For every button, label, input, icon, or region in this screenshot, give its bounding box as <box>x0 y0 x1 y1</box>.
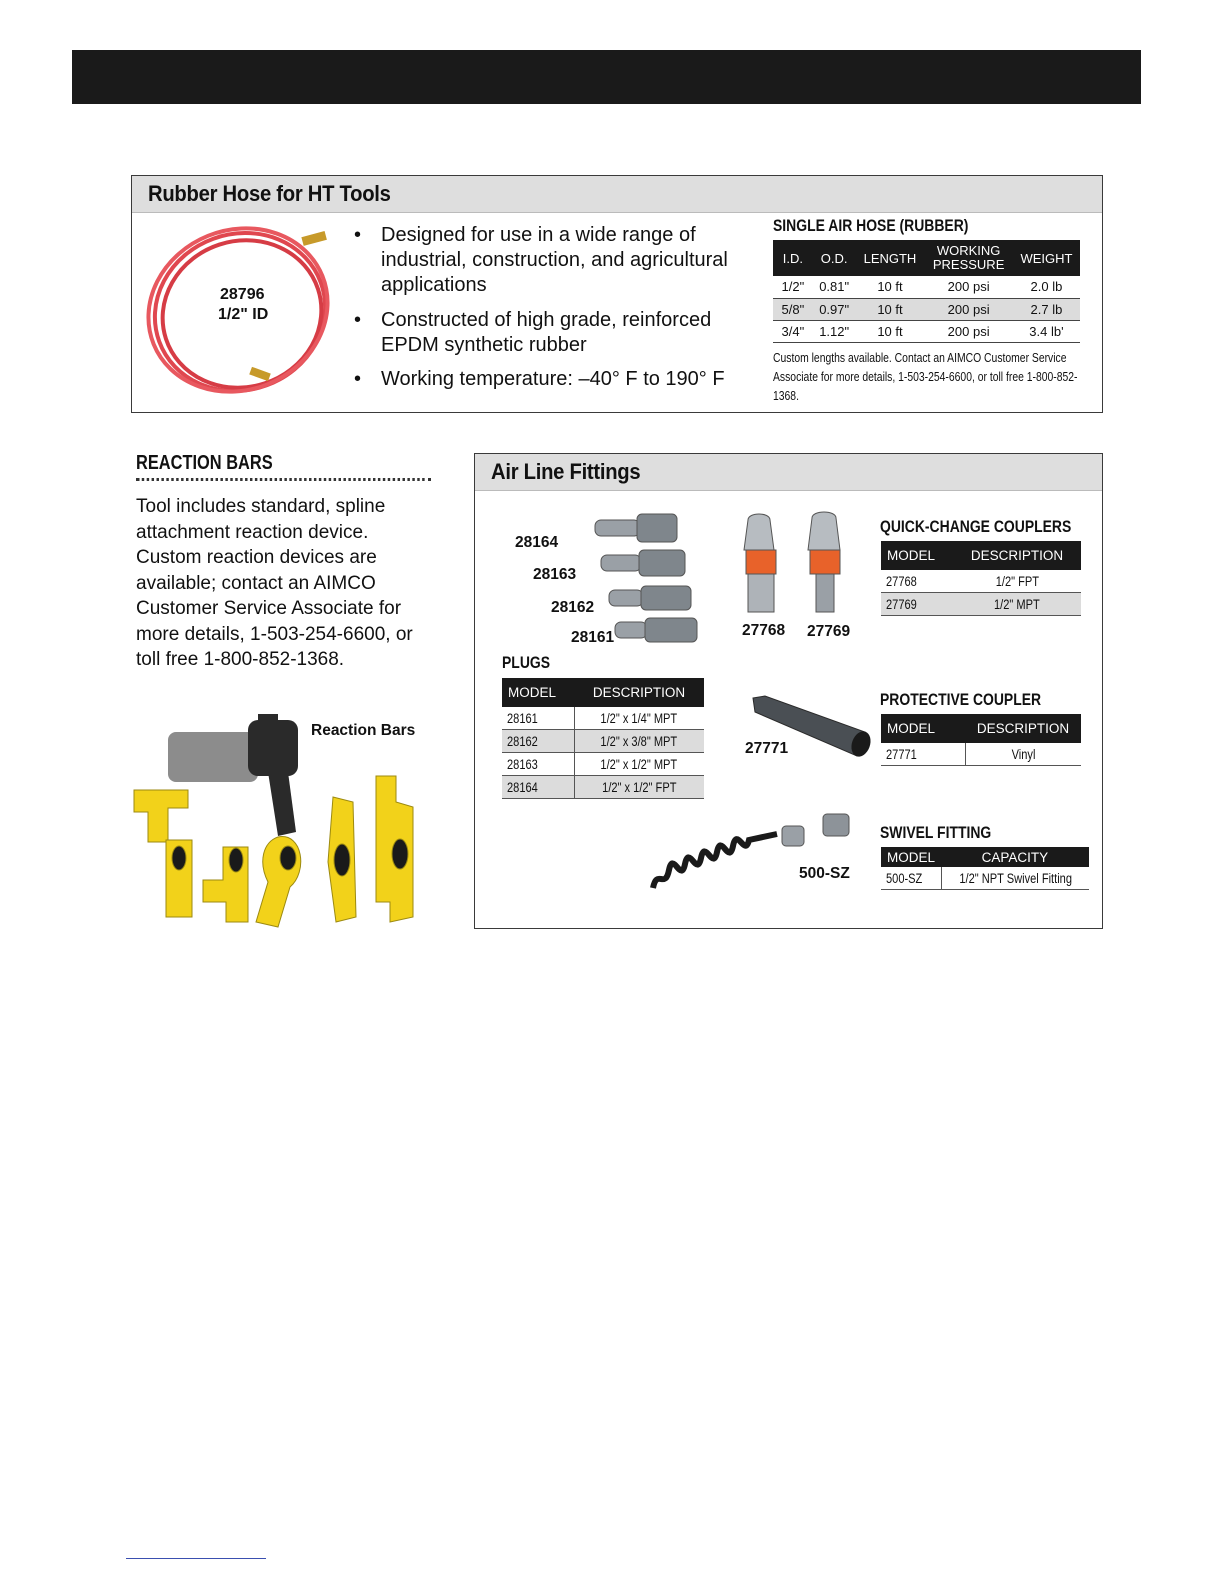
quick-change-title: QUICK-CHANGE COUPLERS <box>880 517 1072 536</box>
table-row: 27771 Vinyl <box>881 743 1081 766</box>
hose-size-label: 1/2" ID <box>218 306 269 323</box>
protective-title: PROTECTIVE COUPLER <box>880 690 1042 709</box>
table-row: 28161 1/2" x 1/4" MPT <box>502 707 704 730</box>
col-header: WEIGHT <box>1013 240 1080 276</box>
swivel-title: SWIVEL FITTING <box>880 823 992 842</box>
plug-label-28164: 28164 <box>515 534 559 551</box>
spec-table-title: SINGLE AIR HOSE (RUBBER) <box>773 216 969 235</box>
col-header: I.D. <box>773 240 813 276</box>
table-row: 1/2" 0.81" 10 ft 200 psi 2.0 lb <box>773 276 1080 298</box>
hose-model-label: 28796 <box>220 286 265 303</box>
swivel-label-500sz: 500-SZ <box>799 865 850 882</box>
plugs-title: PLUGS <box>502 653 551 672</box>
swivel-table: MODEL CAPACITY 500-SZ 1/2" NPT Swivel Fitting <box>881 847 1089 890</box>
plugs-table: MODEL DESCRIPTION 28161 1/2" x 1/4" MPT 28162 1/2" x 3/8" MPT 28163 1/2" x 1/2" MPT 28164 1/2" x 1/2" FPT <box>502 678 704 799</box>
reaction-bars-image <box>128 712 428 940</box>
header-bar <box>72 50 1141 104</box>
reaction-bars-body: Tool includes standard, spline attachment reaction device. Custom reaction devices are available; contact an AIMCO Customer Service Associate for more details, 1-503-254-6600, or toll free 1-800-852-1368. <box>136 496 413 670</box>
hose-spec-table <box>773 240 1080 343</box>
table-row: 500-SZ 1/2" NPT Swivel Fitting <box>881 867 1089 890</box>
table-row: 27769 1/2" MPT <box>881 593 1081 616</box>
table-row: 28162 1/2" x 3/8" MPT <box>502 730 704 753</box>
protective-label-27771: 27771 <box>745 740 789 757</box>
plug-label-28162: 28162 <box>551 599 595 616</box>
spec-note: Custom lengths available. Contact an AIMCO Customer Service Associate for more details, 1-503-254-6600, or toll free 1-800-852-1368. <box>773 351 1078 403</box>
air-line-fittings-panel <box>474 453 1103 929</box>
quick-change-table: MODEL DESCRIPTION 27768 1/2" FPT 27769 1/2" MPT <box>881 541 1081 616</box>
plug-label-28163: 28163 <box>533 566 577 583</box>
col-header: LENGTH <box>856 240 925 276</box>
coupler-label-27769: 27769 <box>807 623 851 640</box>
table-row: 5/8" 0.97" 10 ft 200 psi 2.7 lb <box>773 298 1080 320</box>
table-row: 28163 1/2" x 1/2" MPT <box>502 753 704 776</box>
table-row: 28164 1/2" x 1/2" FPT <box>502 776 704 799</box>
protective-table: MODEL DESCRIPTION 27771 Vinyl <box>881 714 1081 766</box>
reaction-bars-heading: REACTION BARS <box>136 452 431 481</box>
table-row: 3/4" 1.12" 10 ft 200 psi 3.4 lb' <box>773 320 1080 342</box>
col-header: O.D. <box>813 240 856 276</box>
col-header: WORKING PRESSURE <box>924 240 1013 276</box>
panel-header <box>132 176 1102 213</box>
coupler-label-27768: 27768 <box>742 622 786 639</box>
table-row: 27768 1/2" FPT <box>881 570 1081 593</box>
quick-change-couplers-image <box>740 510 870 622</box>
footer-link[interactable] <box>126 1558 266 1559</box>
panel-title: Air Line Fittings <box>491 459 641 484</box>
reaction-bars-image-label: Reaction Bars <box>311 722 416 739</box>
rubber-hose-panel: Rubber Hose for HT Tools 28796 1/2" ID • Designed for use in a wide range of industrial, construction, and agricultural applications • Constructed of high grade, reinforced EPDM synthetic rubber • Working temperature: –40° F to 190° F SINGLE AIR HOSE (RUBBER) I.D. O.D. LENGTH WORKING PRESSURE WEIGHT 1/2" 0.81" 10 ft 200 psi 2.0 lb 5/8" 0.97" 10 ft 200 psi 2.7 lb 3/4" 1.12" 10 ft 200 psi 3.4 lb' Custom lengths available. Contact an AIMCO Customer Service Associate for more details, 1-503-254-6600, or toll free 1-800-852-1368. <box>131 175 1103 413</box>
plug-label-28161: 28161 <box>571 629 615 646</box>
panel-header <box>475 454 1102 491</box>
panel-title: Rubber Hose for HT Tools <box>148 181 391 206</box>
swivel-fitting-image <box>647 808 887 898</box>
